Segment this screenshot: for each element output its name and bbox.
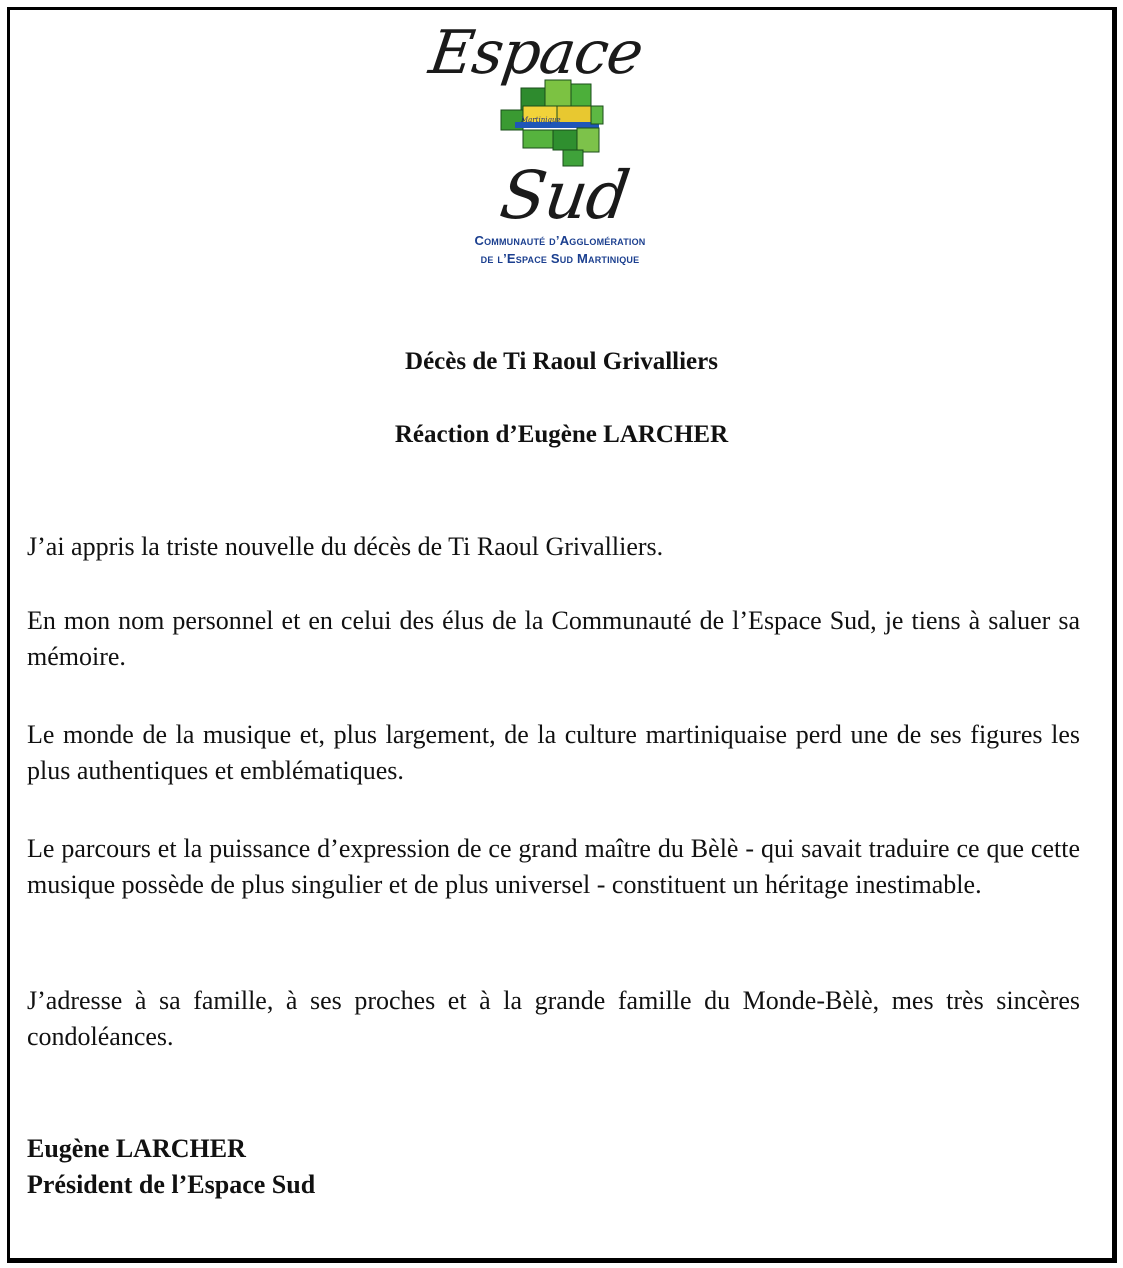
signature-role: Président de l’Espace Sud xyxy=(27,1170,316,1199)
espace-sud-logo xyxy=(425,18,695,276)
paragraph: J’ai appris la triste nouvelle du décès de Ti Raoul Grivalliers. xyxy=(27,532,664,561)
document-title: Décès de Ti Raoul Grivalliers xyxy=(405,348,718,375)
paragraph: Le monde de la musique et, plus largement, de la culture martiniquaise perd une de ses figures les plus authentiques et emblématiques. xyxy=(27,720,1080,785)
logo-word-sud: Sud xyxy=(495,157,634,234)
paragraph: J’adresse à sa famille, à ses proches et à la grande famille du Monde-Bèlè, mes très sincères condoléances. xyxy=(27,986,1080,1051)
paragraph: En mon nom personnel et en celui des élus de la Communauté de l’Espace Sud, je tiens à saluer sa mémoire. xyxy=(27,606,1080,671)
logo-caption-line-1: Communauté d’Agglomération xyxy=(474,233,646,248)
signature-block xyxy=(27,1131,315,1203)
document-subtitle: Réaction d’Eugène LARCHER xyxy=(394,421,729,448)
signature-name: Eugène LARCHER xyxy=(27,1134,246,1163)
paragraph: Le parcours et la puissance d’expression de ce grand maître du Bèlè - qui savait traduire ce que cette musique possède de plus singulier et de plus universel - constituent un héritage inestimable. xyxy=(27,834,1080,899)
logo-word-espace: Espace xyxy=(425,18,647,88)
logo-map-label: Martinique xyxy=(521,116,561,124)
logo-caption-line-2: de l’Espace Sud Martinique xyxy=(480,251,640,266)
